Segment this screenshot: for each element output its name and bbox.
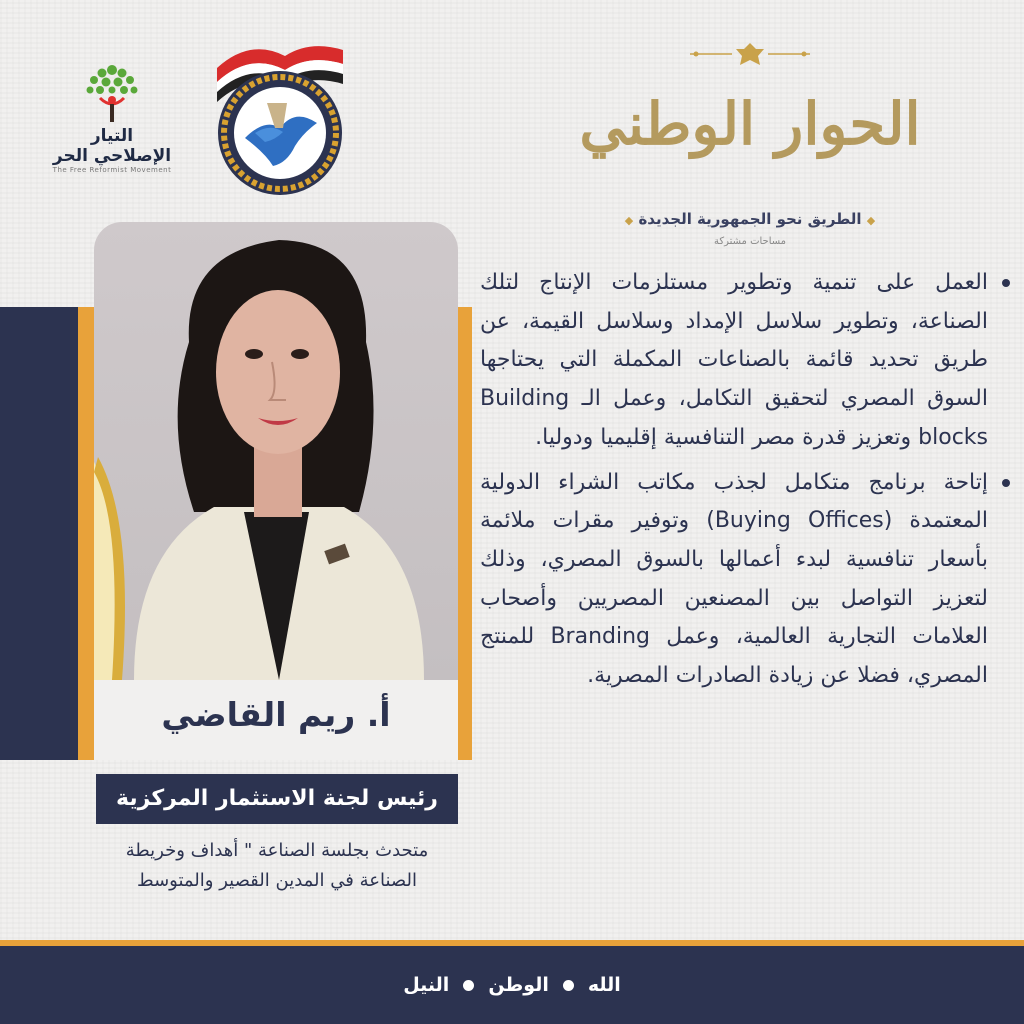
hewar-tagline [570, 210, 930, 228]
footer-item: النيل [403, 974, 450, 996]
tayar-subtitle: The Free Reformist Movement [52, 166, 172, 174]
national-dialogue-header [570, 40, 930, 260]
hewar-subtitle: مساحات مشتركة [713, 236, 787, 247]
egypt-eagle-icon [690, 40, 810, 68]
bullet-icon [1002, 479, 1010, 487]
hewar-title: الحوار الوطني [579, 90, 921, 158]
jeel-party-logo [195, 28, 365, 198]
list-item [480, 264, 1010, 458]
tayar-name: التيار الإصلاحي الحر [52, 126, 172, 166]
point-text: إتاحة برنامج متكامل لجذب مكاتب الشراء الدولية المعتمدة (Buying Offices) وتوفير مقرات ملائمة بأسعار تنافسية لبدء أعمالها بالسوق المصري، وذلك لتعزيز التواصل بين المصنعين المصريين وأصحاب العلامات التجارية العالمية، وعمل Branding للمنتج المصري، فضلا عن زيادة الصادرات المصرية. [480, 469, 988, 689]
footer-item: الله [587, 974, 621, 996]
eagle-flag-emblem-icon [195, 28, 365, 198]
speaker-portrait [94, 222, 458, 680]
points-list [480, 264, 1010, 702]
bullet-icon [1002, 279, 1010, 287]
tree-people-icon [80, 60, 144, 124]
diamond-icon: ◆ [624, 214, 634, 227]
footer-item: الوطن [488, 974, 549, 996]
dot-icon [463, 980, 474, 991]
dot-icon [563, 980, 574, 991]
speaker-role: رئيس لجنة الاستثمار المركزية [96, 774, 458, 824]
footer [0, 946, 1024, 1024]
speaker-photo [94, 222, 458, 680]
point-text: العمل على تنمية وتطوير مستلزمات الإنتاج لتلك الصناعة، وتطوير سلاسل الإمداد وسلاسل القيمة، عن طريق تحديد قائمة بالصناعات المكملة التي يحتاجها السوق المصري لتحقيق التكامل، وعمل الـ Building blocks وتعزيز قدرة مصر التنافسية إقليميا ودوليا. [480, 270, 988, 450]
diamond-icon: ◆ [866, 214, 876, 227]
tayar-logo [52, 60, 172, 180]
speaker-session: متحدث بجلسة الصناعة " أهداف وخريطة الصناعة في المدين القصير والمتوسط [125, 840, 429, 891]
list-item [480, 464, 1010, 696]
gold-bar-right [457, 307, 472, 760]
hewar-tagline-text: الطريق نحو الجمهورية الجديدة [638, 210, 862, 228]
gold-bar-left [78, 307, 94, 760]
navy-side-panel [0, 307, 78, 760]
speaker-name: أ. ريم القاضي [161, 695, 391, 734]
